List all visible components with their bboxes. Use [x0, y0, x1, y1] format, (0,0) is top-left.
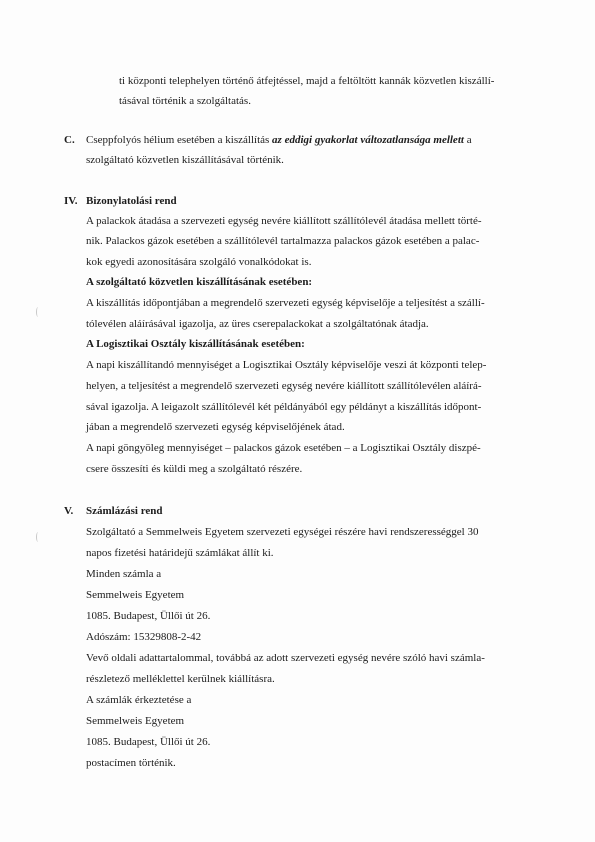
- scan-mark: [36, 532, 40, 542]
- section-c-first-line: [64, 133, 472, 147]
- section-c-label: C.: [64, 134, 75, 146]
- section-v-heading: [64, 504, 163, 518]
- paragraph-line: nik. Palackos gázok esetében a szállítólevél tartalmazza palackos gázok esetében a palac-: [86, 235, 480, 247]
- paragraph-line: postacímen történik.: [86, 757, 176, 769]
- paragraph-line: Minden számla a: [86, 568, 162, 580]
- paragraph-line: 1085. Budapest, Üllői út 26.: [86, 736, 211, 748]
- subheading: A szolgáltató közvetlen kiszállításának esetében:: [86, 276, 313, 288]
- paragraph-line: jában a megrendelő szervezeti egység képviselőjének átad.: [86, 421, 345, 433]
- section-iv-label: IV.: [64, 195, 78, 207]
- paragraph-line: Vevő oldali adattartalommal, továbbá az adott szervezeti egység nevére szóló havi számla-: [86, 652, 485, 664]
- paragraph-line: kok egyedi azonosítására szolgáló vonalkódokat is.: [86, 256, 312, 268]
- paragraph-line: sával igazolja. A leigazolt szállítólevél két példányából egy példányt a kiszállítás időpont-: [86, 401, 482, 413]
- paragraph-line: A napi kiszállítandó mennyiséget a Logisztikai Osztály képviselője veszi át központi telep-: [86, 359, 487, 371]
- paragraph-line: Szolgáltató a Semmelweis Egyetem szervezeti egységei részére havi rendszerességgel 30: [86, 526, 479, 538]
- section-c-emphasis: az eddigi gyakorlat változatlansága mellett: [272, 134, 464, 146]
- section-iv-title: Bizonylatolási rend: [86, 195, 177, 207]
- paragraph-line: 1085. Budapest, Üllői út 26.: [86, 610, 211, 622]
- paragraph-line: A palackok átadása a szervezeti egység nevére kiállított szállítólevél átadása mellett törté-: [86, 215, 482, 227]
- paragraph-line: Semmelweis Egyetem: [86, 589, 185, 601]
- paragraph-line: részletező melléklettel kerülnek kiállításra.: [86, 673, 275, 685]
- paragraph-line: tólevélen aláírásával igazolja, az üres cserepalackokat a szolgáltatónak átadja.: [86, 318, 429, 330]
- subheading: A Logisztikai Osztály kiszállításának esetében:: [86, 338, 305, 350]
- paragraph-line: A számlák érkeztetése a: [86, 694, 192, 706]
- section-iv-heading: [64, 194, 177, 208]
- section-v-label: V.: [64, 505, 74, 517]
- paragraph-line: A napi göngyöleg mennyiséget – palackos gázok esetében – a Logisztikai Osztály diszpé-: [86, 442, 481, 454]
- paragraph-line: tásával történik a szolgáltatás.: [119, 95, 251, 107]
- paragraph-line: ti központi telephelyen történő átfejtéssel, majd a feltöltött kannák közvetlen kiszállí-: [119, 75, 495, 87]
- paragraph-line: csere összesíti és küldi meg a szolgáltató részére.: [86, 463, 303, 475]
- section-v-title: Számlázási rend: [86, 505, 163, 517]
- paragraph-line: napos fizetési határidejű számlákat állít ki.: [86, 547, 274, 559]
- section-c-text: Cseppfolyós hélium esetében a kiszállítás: [86, 134, 273, 146]
- paragraph-line: Adószám: 15329808-2-42: [86, 631, 202, 643]
- paragraph-line: helyen, a teljesítést a megrendelő szervezeti egység nevére kiállított szállítólevélen aláírá-: [86, 380, 482, 392]
- section-c-text-end: a: [463, 134, 472, 146]
- paragraph-line: A kiszállítás időpontjában a megrendelő szervezeti egység képviselője a teljesítést a szállí-: [86, 297, 485, 309]
- scan-mark: [36, 307, 40, 317]
- paragraph-line: szolgáltató közvetlen kiszállításával történik.: [86, 154, 284, 166]
- paragraph-line: Semmelweis Egyetem: [86, 715, 185, 727]
